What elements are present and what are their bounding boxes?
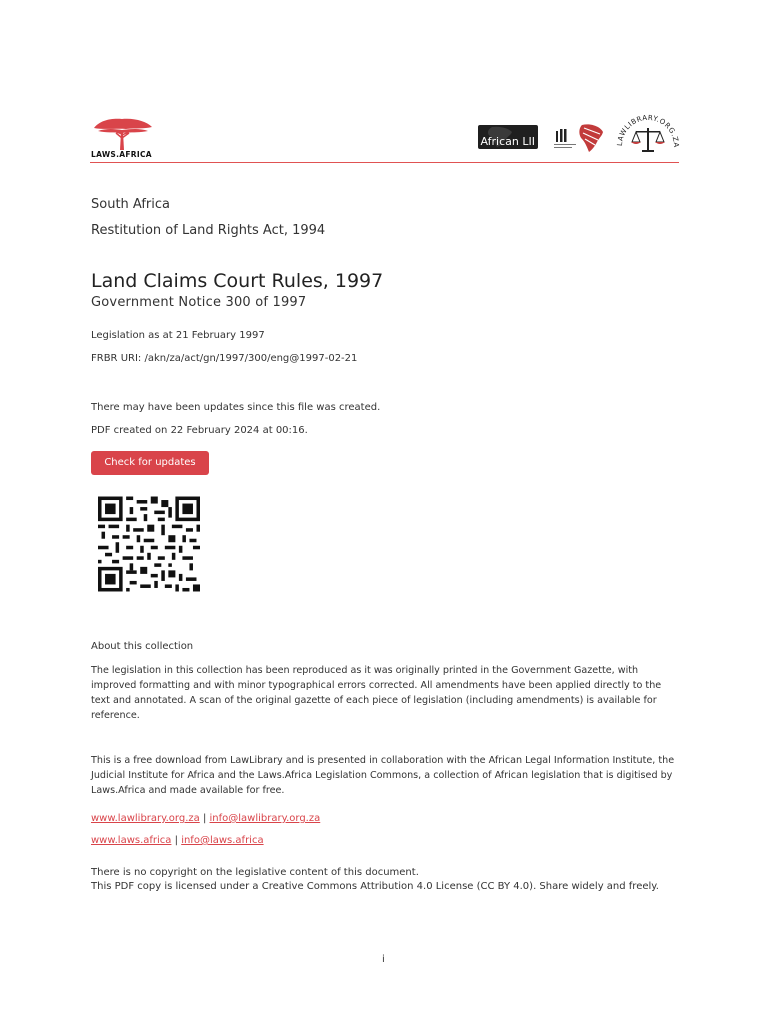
svg-text:LAWLIBRARY.ORG.ZA: LAWLIBRARY.ORG.ZA [615, 113, 681, 148]
legislation-as-at: Legislation as at 21 February 1997 [91, 330, 265, 341]
license-notice: This PDF copy is licensed under a Creative Commons Attribution 4.0 License (CC BY 4.0). Share widely and freely. [91, 881, 659, 892]
updates-note: There may have been updates since this file was created. [91, 402, 381, 413]
page-subtitle: Government Notice 300 of 1997 [91, 295, 307, 310]
lawlibrary-email-link[interactable]: info@lawlibrary.org.za [209, 813, 321, 824]
header-divider [90, 162, 679, 163]
lawlibrary-logo [614, 112, 682, 160]
check-for-updates-button[interactable]: Check for updates [91, 451, 209, 475]
lawlibrary-website-link[interactable]: www.lawlibrary.org.za [91, 813, 200, 824]
link-separator: | [202, 813, 207, 824]
pdf-created-date: PDF created on 22 February 2024 at 00:16. [91, 425, 308, 436]
about-body: The legislation in this collection has been reproduced as it was originally printed in the Government Gazette, with improved formatting and with minor typographical errors corrected. All amendments have been applied directly to the text and annotated. A scan of the original gazette of each piece of legislation (including amendments) is available for reference. [91, 665, 662, 721]
parent-act: Restitution of Land Rights Act, 1994 [91, 223, 326, 238]
laws-africa-logo-text: LAWS.AFRICA [91, 150, 152, 159]
about-heading: About this collection [91, 641, 194, 652]
copyright-notice: There is no copyright on the legislative content of this document. [91, 867, 419, 878]
acacia-tree-icon [90, 116, 154, 152]
link-separator: | [174, 835, 178, 846]
lawlibrary-emblem-icon [614, 112, 682, 160]
laws-africa-website-link[interactable]: www.laws.africa [91, 835, 172, 846]
africanlii-logo [478, 125, 538, 149]
laws-africa-links [91, 835, 264, 846]
qr-code-icon[interactable] [98, 496, 200, 592]
country: South Africa [91, 197, 170, 212]
page-number: i [382, 954, 385, 965]
frbr-uri: FRBR URI: /akn/za/act/gn/1997/300/eng@1997-02-21 [91, 353, 358, 364]
laws-africa-email-link[interactable]: info@laws.africa [181, 835, 264, 846]
jif-emblem-icon [552, 122, 606, 154]
lawlibrary-links [91, 813, 320, 824]
jif-logo [552, 122, 606, 154]
africanlii-logo-text: African LII [480, 135, 535, 148]
page-title: Land Claims Court Rules, 1997 [91, 270, 384, 292]
free-download-note: This is a free download from LawLibrary and is presented in collaboration with the African Legal Information Institute, the Judicial Institute for Africa and the Laws.Africa Legislation Commons, a collection of African legislation that is digitised by Laws.Africa and made available for free. [91, 755, 675, 796]
